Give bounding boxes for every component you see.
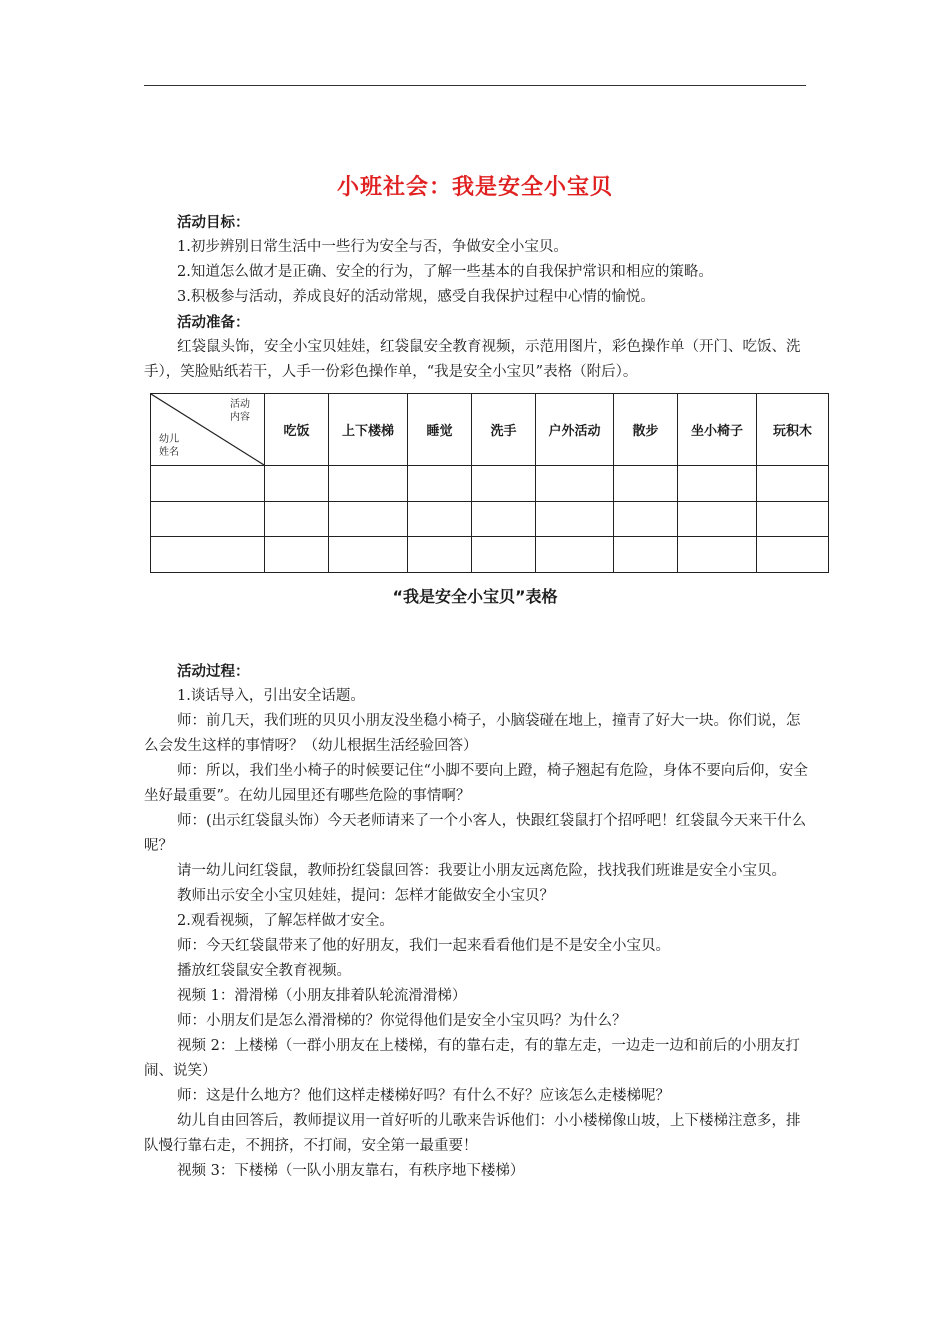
table-header: 散步: [614, 394, 678, 466]
table-corner-cell: [151, 394, 265, 466]
process-paragraph: 师：今天红袋鼠带来了他的好朋友，我们一起来看看他们是不是安全小宝贝。: [177, 938, 670, 954]
table-header: 玩积木: [757, 394, 829, 466]
process-paragraph: 师：小朋友们是怎么滑滑梯的？你觉得他们是安全小宝贝吗？为什么？: [177, 1013, 627, 1029]
table-row: [151, 466, 829, 502]
process-heading: 活动过程：: [177, 663, 250, 680]
process-paragraph: 教师出示安全小宝贝娃娃，提问：怎样才能做安全小宝贝？: [177, 888, 554, 904]
goal-item: 1.初步辨别日常生活中一些行为安全与否，争做安全小宝贝。: [177, 239, 568, 255]
goal-item: 2.知道怎么做才是正确、安全的行为，了解一些基本的自我保护常识和相应的策略。: [177, 264, 713, 280]
table-header: 上下楼梯: [329, 394, 408, 466]
process-paragraph: 师：前几天，我们班的贝贝小朋友没坐稳小椅子，小脑袋碰在地上，撞青了好大一块。你们说，怎么会发生这样的事情呀？（幼儿根据生活经验回答）: [144, 713, 801, 754]
prep-text: 红袋鼠头饰，安全小宝贝娃娃，红袋鼠安全教育视频，示范用图片，彩色操作单（开门、吃饭、洗手），笑脸贴纸若干，人手一份彩色操作单，“我是安全小宝贝”表格（附后）。: [144, 339, 801, 380]
safety-table: [150, 393, 828, 573]
page-title: 小班社会：我是安全小宝贝: [336, 174, 613, 200]
process-paragraph: 1.谈话导入，引出安全话题。: [177, 688, 365, 704]
process-paragraph: 师：所以，我们坐小椅子的时候要记住“小脚不要向上蹬，椅子翘起有危险，身体不要向后仰，安全坐好最重要”。在幼儿园里还有哪些危险的事情啊？: [144, 763, 808, 804]
process-paragraph: 师：(出示红袋鼠头饰）今天老师请来了一个小客人，快跟红袋鼠打个招呼吧！红袋鼠今天来干什么呢？: [144, 813, 807, 854]
process-paragraph: 视频 2：上楼梯（一群小朋友在上楼梯，有的靠右走，有的靠左走，一边走一边和前后的小朋友打闹、说笑）: [144, 1038, 800, 1079]
process-paragraph: 请一幼儿问红袋鼠，教师扮红袋鼠回答：我要让小朋友远离危险，找找我们班谁是安全小宝贝。: [177, 863, 786, 879]
header-rule: [144, 85, 806, 86]
corner-name-label: 幼儿 姓名: [159, 434, 179, 458]
table-caption: “我是安全小宝贝”表格: [392, 587, 558, 606]
goals-heading: 活动目标：: [177, 214, 250, 231]
table-row: [151, 537, 829, 573]
prep-heading: 活动准备：: [177, 314, 250, 331]
corner-activity-label: 活动 内容: [230, 399, 250, 423]
process-paragraph: 播放红袋鼠安全教育视频。: [177, 963, 351, 979]
table-header: 睡觉: [408, 394, 472, 466]
table-header: 户外活动: [536, 394, 614, 466]
table-header: 坐小椅子: [678, 394, 757, 466]
process-paragraph: 视频 1：滑滑梯（小朋友排着队轮流滑滑梯）: [177, 988, 467, 1004]
table-header: 洗手: [472, 394, 536, 466]
process-section: [144, 659, 808, 1184]
goal-item: 3.积极参与活动，养成良好的活动常规，感受自我保护过程中心情的愉悦。: [177, 289, 655, 305]
process-paragraph: 师：这是什么地方？他们这样走楼梯好吗？有什么不好？应该怎么走楼梯呢？: [177, 1088, 670, 1104]
process-paragraph: 视频 3：下楼梯（一队小朋友靠右，有秩序地下楼梯）: [177, 1163, 525, 1179]
goals-section: [144, 210, 808, 385]
table-header: 吃饭: [265, 394, 329, 466]
table-row: [151, 501, 829, 537]
process-paragraph: 2.观看视频，了解怎样做才安全。: [177, 913, 394, 929]
process-paragraph: 幼儿自由回答后，教师提议用一首好听的儿歌来告诉他们：小小楼梯像山坡，上下楼梯注意多，排队慢行靠右走，不拥挤，不打闹，安全第一最重要！: [144, 1113, 801, 1154]
